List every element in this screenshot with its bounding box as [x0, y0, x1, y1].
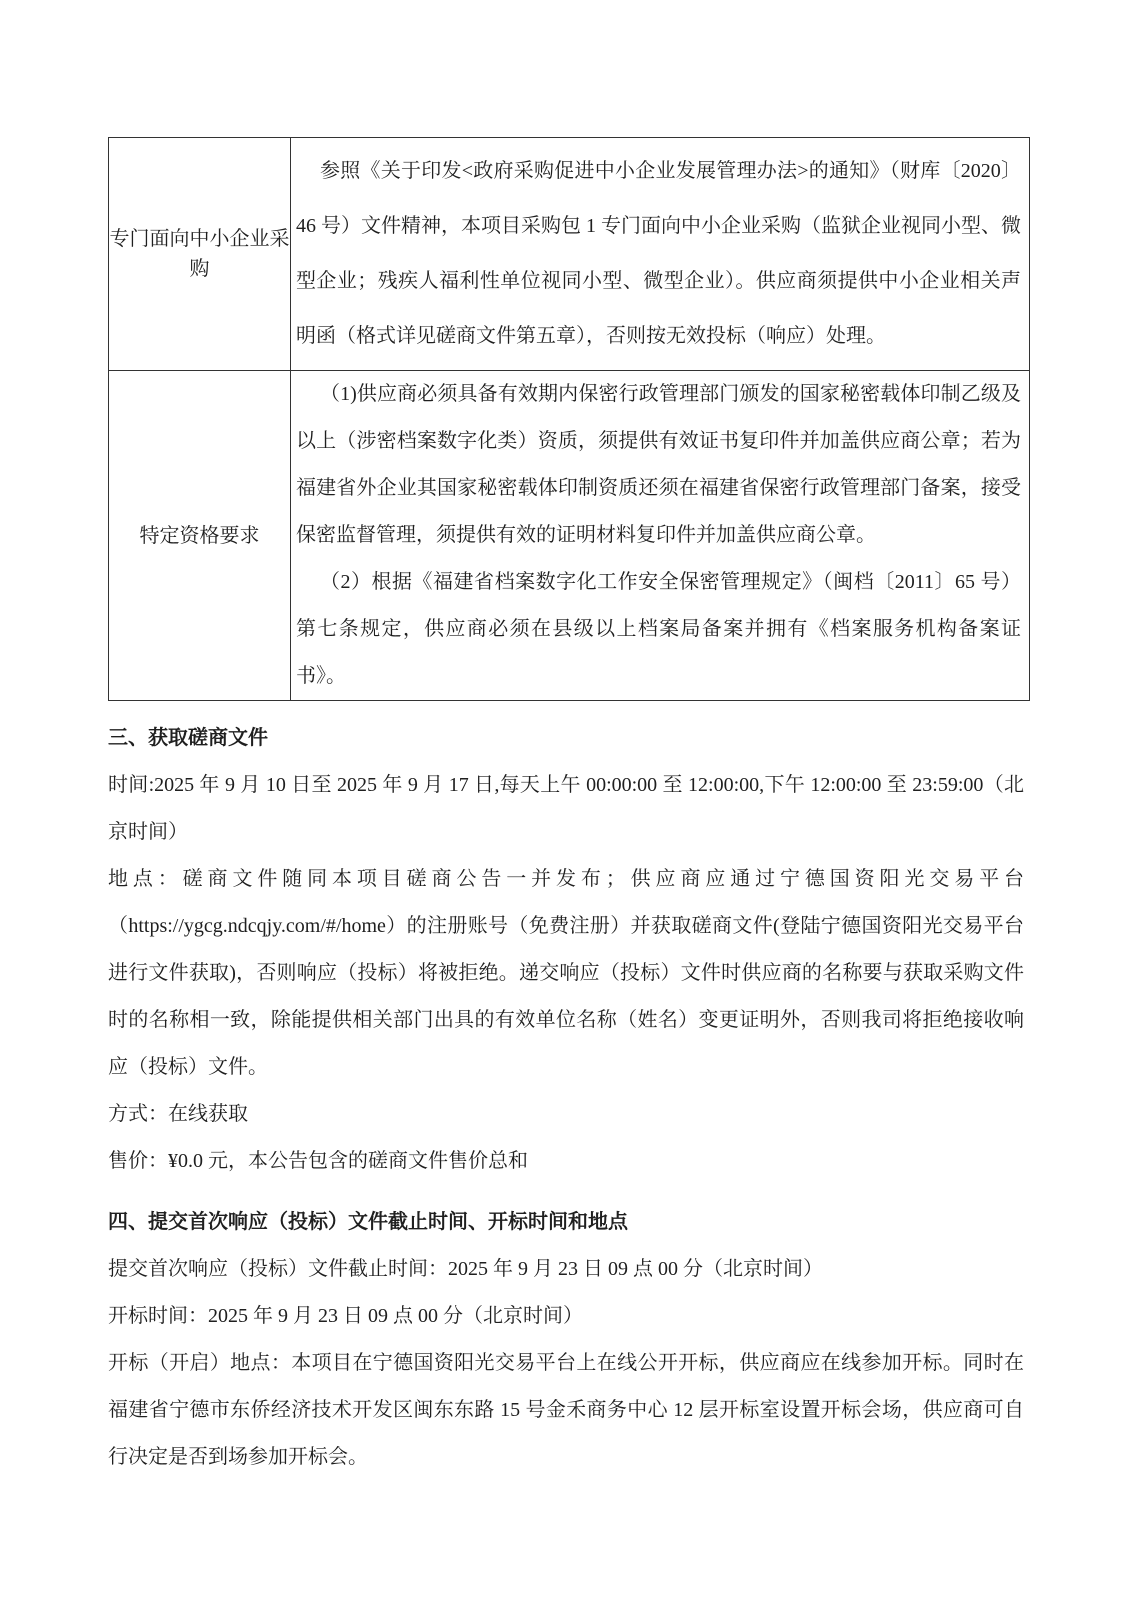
paragraph-price: 售价：¥0.0 元，本公告包含的磋商文件售价总和 — [108, 1150, 528, 1172]
paragraph-submission-deadline: 提交首次响应（投标）文件截止时间：2025 年 9 月 23 日 09 点 00 分（北京时间） — [108, 1258, 823, 1280]
section-obtain-documents — [108, 715, 1024, 1185]
row-label-sme-procurement: 专门面向中小企业采购 — [109, 138, 291, 371]
row-content-sme-procurement — [291, 138, 1030, 371]
row-content-specific-qualification — [291, 371, 1030, 701]
cell-paragraph: 参照《关于印发<政府采购促进中小企业发展管理办法>的通知》（财库〔2020〕46 号）文件精神，本项目采购包 1 专门面向中小企业采购（监狱企业视同小型、微型企业；残疾人福利性单位视同小型、微型企业）。供应商须提供中小企业相关声明函（格式详见磋商文件第五章），否则按无效投标（响应）处理。 — [296, 160, 1021, 347]
section-heading-submission-and-opening: 四、提交首次响应（投标）文件截止时间、开标时间和地点 — [108, 1211, 628, 1233]
paragraph-bid-opening-time: 开标时间：2025 年 9 月 23 日 09 点 00 分（北京时间） — [108, 1305, 583, 1327]
section-submission-and-opening — [108, 1199, 1024, 1481]
table-row-specific-qualification — [109, 371, 1030, 701]
paragraph-bid-opening-place: 开标（开启）地点：本项目在宁德国资阳光交易平台上在线公开开标，供应商应在线参加开标。同时在福建省宁德市东侨经济技术开发区闽东东路 15 号金禾商务中心 12 层开标室设置开标会场，供应商可自行决定是否到场参加开标会。 — [108, 1352, 1024, 1468]
paragraph-method: 方式：在线获取 — [108, 1103, 248, 1125]
cell-paragraph: （2）根据《福建省档案数字化工作安全保密管理规定》（闽档〔2011〕65 号）第七条规定，供应商必须在县级以上档案局备案并拥有《档案服务机构备案证书》。 — [296, 571, 1021, 687]
requirements-table — [108, 137, 1030, 701]
table-row-sme-procurement — [109, 138, 1030, 371]
paragraph-time: 时间:2025 年 9 月 10 日至 2025 年 9 月 17 日,每天上午 00:00:00 至 12:00:00,下午 12:00:00 至 23:59:00（北京时间） — [108, 774, 1024, 843]
row-label-specific-qualification: 特定资格要求 — [109, 371, 291, 701]
cell-paragraph: （1)供应商必须具备有效期内保密行政管理部门颁发的国家秘密载体印制乙级及以上（涉密档案数字化类）资质，须提供有效证书复印件并加盖供应商公章；若为福建省外企业其国家秘密载体印制资质还须在福建省保密行政管理部门备案，接受保密监督管理，须提供有效的证明材料复印件并加盖供应商公章。 — [296, 383, 1021, 546]
paragraph-location: 地点：磋商文件随同本项目磋商公告一并发布；供应商应通过宁德国资阳光交易平台（https://ygcg.ndcqjy.com/#/home）的注册账号（免费注册）并获取磋商文件(登陆宁德国资阳光交易平台进行文件获取)，否则响应（投标）将被拒绝。递交响应（投标）文件时供应商的名称要与获取采购文件时的名称相一致，除能提供相关部门出具的有效单位名称（姓名）变更证明外，否则我司将拒绝接收响应（投标）文件。 — [108, 868, 1024, 1078]
section-heading-obtain-documents: 三、获取磋商文件 — [108, 727, 268, 749]
